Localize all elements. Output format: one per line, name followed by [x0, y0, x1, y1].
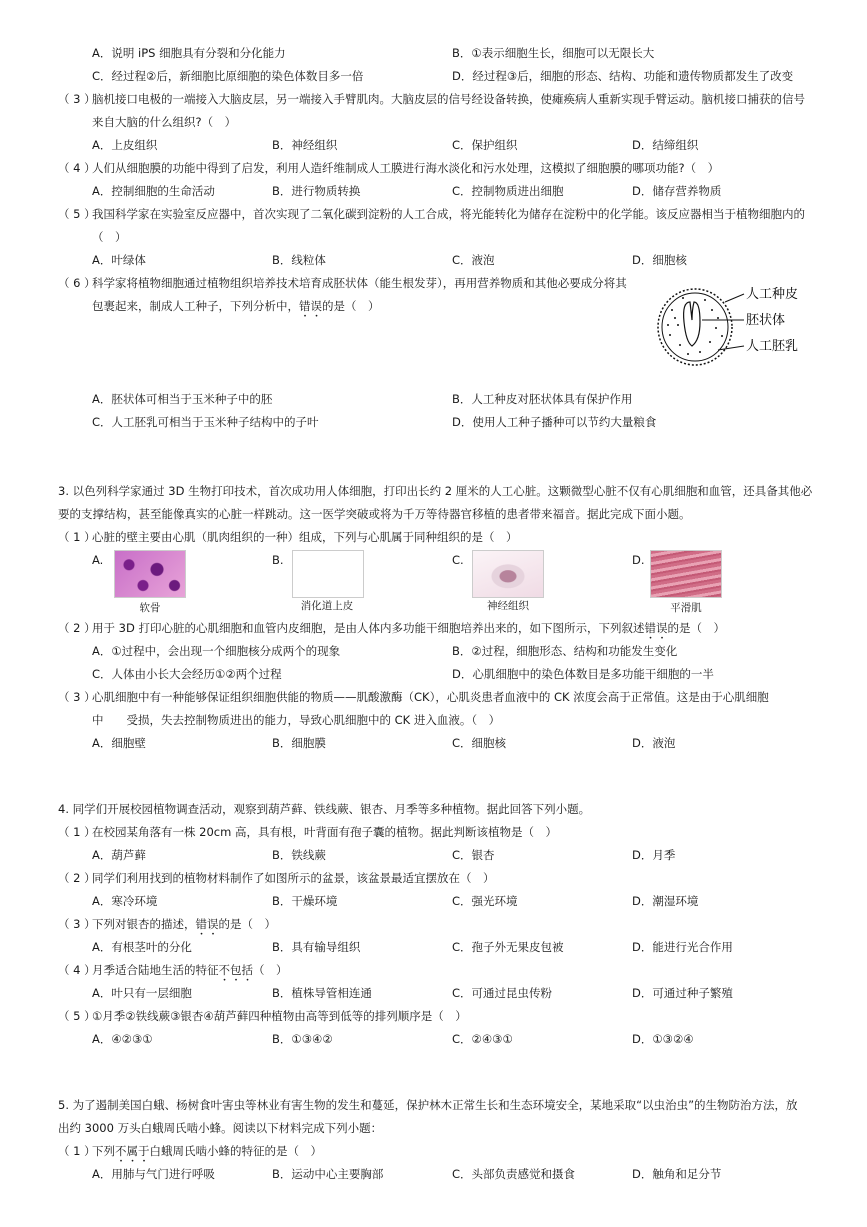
q5-1-option-b[interactable]: B．运动中心主要胸部: [272, 1167, 384, 1181]
q2-3-stem-line2: 来自大脑的什么组织?（ ）: [92, 115, 237, 129]
q3-stem-line2: 要的支撑结构，甚至能像真实的心脏一样跳动。这一医学突破或将为千万等待器官移植的患者带来福音。据此完成下面小题。: [58, 507, 691, 521]
q3-3-option-a[interactable]: A．细胞壁: [92, 736, 146, 750]
q5-stem-line1: 5. 为了遏制美国白蛾、杨树食叶害虫等林业有害生物的发生和蔓延，保护林木正常生长和生态环境安全，某地采取“以虫治虫”的生物防治方法，放: [58, 1098, 798, 1112]
q2-6-option-d[interactable]: D．使用人工种子播种可以节约大量粮食: [452, 415, 657, 429]
q3-3-option-d[interactable]: D．液泡: [632, 736, 676, 750]
q4-2-stem-line1: 同学们利用找到的植物材料制作了如图所示的盆景，该盆景最适宜摆放在（ ）: [92, 871, 495, 885]
q3-1-letter-c[interactable]: C.: [452, 553, 464, 567]
q2-5-stem-line1: 我国科学家在实验室反应器中，首次实现了二氧化碳到淀粉的人工合成，将光能转化为储存在淀粉中的化学能。该反应器相当于植物细胞内的: [92, 207, 805, 221]
q2-6-number: （ 6 ）: [58, 276, 96, 290]
cartilage-image[interactable]: [114, 550, 186, 598]
q4-1-option-c[interactable]: C．银杏: [452, 848, 495, 862]
q4-2-option-b[interactable]: B．干燥环境: [272, 894, 338, 908]
q4-3-option-a[interactable]: A．有根茎叶的分化: [92, 940, 192, 954]
q3-2-option-a[interactable]: A．①过程中，会出现一个细胞核分成两个的现象: [92, 644, 341, 658]
artificial-seed-diagram: [650, 280, 820, 375]
q4-4-number: （ 4 ）: [58, 963, 96, 977]
q4-5-stem-line1: ①月季②铁线蕨③银杏④葫芦藓四种植物由高等到低等的排列顺序是（ ）: [92, 1009, 467, 1023]
q2-5b-option-d[interactable]: D．细胞核: [632, 253, 687, 267]
q2-5-stem-line2: （ ）: [92, 230, 127, 244]
q4-3-option-d[interactable]: D．能进行光合作用: [632, 940, 733, 954]
caption-smooth-muscle: 平滑肌: [670, 602, 702, 614]
q5-1-option-a[interactable]: A．用肺与气门进行呼吸: [92, 1167, 215, 1181]
q2-6-stem-line2: 包裹起来，制成人工种子，下列分析中，错误的是（ ）: [92, 299, 380, 313]
label-endosperm: 人工胚乳: [746, 339, 799, 354]
q2-4-number: （ 4 ）: [58, 161, 96, 175]
q3-1-letter-a[interactable]: A.: [92, 553, 104, 567]
q4-1-option-d[interactable]: D．月季: [632, 848, 676, 862]
q3-2-option-b[interactable]: B．②过程，细胞形态、结构和功能发生变化: [452, 644, 678, 658]
q2-5b-option-a[interactable]: A．叶绿体: [92, 253, 146, 267]
q2-5-number: （ 5 ）: [58, 207, 96, 221]
q2-3-option-a[interactable]: A．上皮组织: [92, 138, 158, 152]
q2-6-option-c[interactable]: C．人工胚乳可相当于玉米种子结构中的子叶: [92, 415, 319, 429]
q3-1-letter-d[interactable]: D.: [632, 553, 645, 567]
q4-4-option-a[interactable]: A．叶只有一层细胞: [92, 986, 192, 1000]
q4-4-stem-line1: 月季适合陆地生活的特征不包括（ ）: [92, 963, 288, 977]
q2-5-option-d[interactable]: D．经过程③后，细胞的形态、结构、功能和遗传物质都发生了改变: [452, 69, 794, 83]
q2-5b-option-c[interactable]: C．液泡: [452, 253, 495, 267]
q3-2-option-c[interactable]: C．人体由小长大会经历①②两个过程: [92, 667, 282, 681]
q3-3-number: （ 3 ）: [58, 690, 96, 704]
q4-1-number: （ 1 ）: [58, 825, 96, 839]
q4-5-option-b[interactable]: B．①③④②: [272, 1032, 333, 1046]
smooth-muscle-image[interactable]: [650, 550, 722, 598]
q5-stem-line2: 出约 3000 万头白蛾周氏啮小蜂。阅读以下材料完成下列小题：: [58, 1121, 383, 1135]
q3-stem-line1: 3. 以色列科学家通过 3D 生物打印技术，首次成功用人体细胞，打印出长约 2 厘米的人工心脏。这颗微型心脏不仅有心肌细胞和血管，还具备其他必: [58, 484, 813, 498]
q2-3-option-c[interactable]: C．保护组织: [452, 138, 518, 152]
q3-3-stem-line2: 中 受损，失去控制物质进出的能力，导致心肌细胞中的 CK 进入血液。（ ）: [92, 713, 501, 727]
q3-3-option-b[interactable]: B．细胞膜: [272, 736, 326, 750]
q2-3-number: （ 3 ）: [58, 92, 96, 106]
q3-3-stem-line1: 心肌细胞中有一种能够保证组织细胞供能的物质——肌酸激酶（CK），心肌炎患者血液中的 CK 浓度会高于正常值。这是由于心肌细胞: [92, 690, 769, 704]
q4-5-option-d[interactable]: D．①③②④: [632, 1032, 694, 1046]
q2-4-option-a[interactable]: A．控制细胞的生命活动: [92, 184, 215, 198]
q4-1-option-b[interactable]: B．铁线蕨: [272, 848, 326, 862]
q3-3-option-c[interactable]: C．细胞核: [452, 736, 507, 750]
q4-5-number: （ 5 ）: [58, 1009, 96, 1023]
q4-3-stem-line1: 下列对银杏的描述，错误的是（ ）: [92, 917, 276, 931]
q2-3-stem-line1: 脑机接口电极的一端接入大脑皮层，另一端接入手臂肌肉。大脑皮层的信号经设备转换，使瘫痪病人重新实现手臂运动。脑机接口捕获的信号: [92, 92, 805, 106]
q3-2-stem-line1: 用于 3D 打印心脏的心肌细胞和血管内皮细胞，是由人体内多功能干细胞培养出来的，如下图所示，下列叙述错误的是（ ）: [92, 621, 725, 635]
q2-4-stem-line1: 人们从细胞膜的功能中得到了启发，利用人造纤维制成人工膜进行海水淡化和污水处理，这模拟了细胞膜的哪项功能?（ ）: [92, 161, 720, 175]
q2-6-option-a[interactable]: A．胚状体可相当于玉米种子中的胚: [92, 392, 273, 406]
q3-1-number: （ 1 ）: [58, 530, 96, 544]
q4-1-option-a[interactable]: A．葫芦藓: [92, 848, 146, 862]
q4-2-number: （ 2 ）: [58, 871, 96, 885]
q2-5-option-c[interactable]: C．经过程②后，新细胞比原细胞的染色体数目多一倍: [92, 69, 364, 83]
q4-3-number: （ 3 ）: [58, 917, 96, 931]
q2-5-option-b[interactable]: B．①表示细胞生长，细胞可以无限长大: [452, 46, 655, 60]
q4-5-option-a[interactable]: A．④②③①: [92, 1032, 153, 1046]
nerve-tissue-image[interactable]: [472, 550, 544, 598]
q4-2-option-d[interactable]: D．潮湿环境: [632, 894, 699, 908]
q4-stem: 4. 同学们开展校园植物调查活动，观察到葫芦藓、铁线蕨、银杏、月季等多种植物。据此回答下列小题。: [58, 802, 591, 816]
label-embryoid: 胚状体: [746, 313, 786, 328]
q3-2-number: （ 2 ）: [58, 621, 96, 635]
q3-1-letter-b[interactable]: B.: [272, 553, 284, 567]
label-seed-coat: 人工种皮: [746, 287, 799, 302]
q5-1-number: （ 1 ）: [58, 1144, 96, 1158]
q2-6-option-b[interactable]: B．人工种皮对胚状体具有保护作用: [452, 392, 633, 406]
q4-2-option-a[interactable]: A．寒冷环境: [92, 894, 158, 908]
q4-4-option-d[interactable]: D．可通过种子繁殖: [632, 986, 733, 1000]
q5-1-option-c[interactable]: C．头部负责感觉和摄食: [452, 1167, 576, 1181]
q4-4-option-b[interactable]: B．植株导管相连通: [272, 986, 372, 1000]
q4-5-option-c[interactable]: C．②④③①: [452, 1032, 513, 1046]
q3-2-option-d[interactable]: D．心肌细胞中的染色体数目是多功能干细胞的一半: [452, 667, 714, 681]
q4-2-option-c[interactable]: C．强光环境: [452, 894, 518, 908]
caption-nerve-tissue: 神经组织: [487, 600, 529, 612]
q2-4-option-c[interactable]: C．控制物质进出细胞: [452, 184, 564, 198]
q4-3-option-c[interactable]: C．孢子外无果皮包被: [452, 940, 564, 954]
q3-1-stem-line1: 心脏的壁主要由心肌（肌肉组织的一种）组成，下列与心肌属于同种组织的是（ ）: [92, 530, 518, 544]
q5-1-stem-line1: 下列不属于白蛾周氏啮小蜂的特征的是（ ）: [92, 1144, 322, 1158]
q4-3-option-b[interactable]: B．具有输导组织: [272, 940, 361, 954]
epithelium-image[interactable]: [292, 550, 364, 598]
q2-3-option-d[interactable]: D．结缔组织: [632, 138, 699, 152]
q4-1-stem-line1: 在校园某角落有一株 20cm 高，具有根，叶背面有孢子囊的植物。据此判断该植物是（ ）: [92, 825, 557, 839]
q5-1-option-d[interactable]: D．触角和足分节: [632, 1167, 722, 1181]
q2-4-option-d[interactable]: D．储存营养物质: [632, 184, 722, 198]
q2-5-option-a[interactable]: A．说明 iPS 细胞具有分裂和分化能力: [92, 46, 286, 60]
q2-4-option-b[interactable]: B．进行物质转换: [272, 184, 361, 198]
q2-3-option-b[interactable]: B．神经组织: [272, 138, 338, 152]
q2-6-stem-line1: 科学家将植物细胞通过植物组织培养技术培育成胚状体（能生根发芽），再用营养物质和其他必要成分将其: [92, 276, 627, 290]
q2-5b-option-b[interactable]: B．线粒体: [272, 253, 326, 267]
caption-cartilage: 软骨: [139, 602, 161, 614]
caption-epithelium: 消化道上皮: [300, 600, 354, 612]
q4-4-option-c[interactable]: C．可通过昆虫传粉: [452, 986, 553, 1000]
